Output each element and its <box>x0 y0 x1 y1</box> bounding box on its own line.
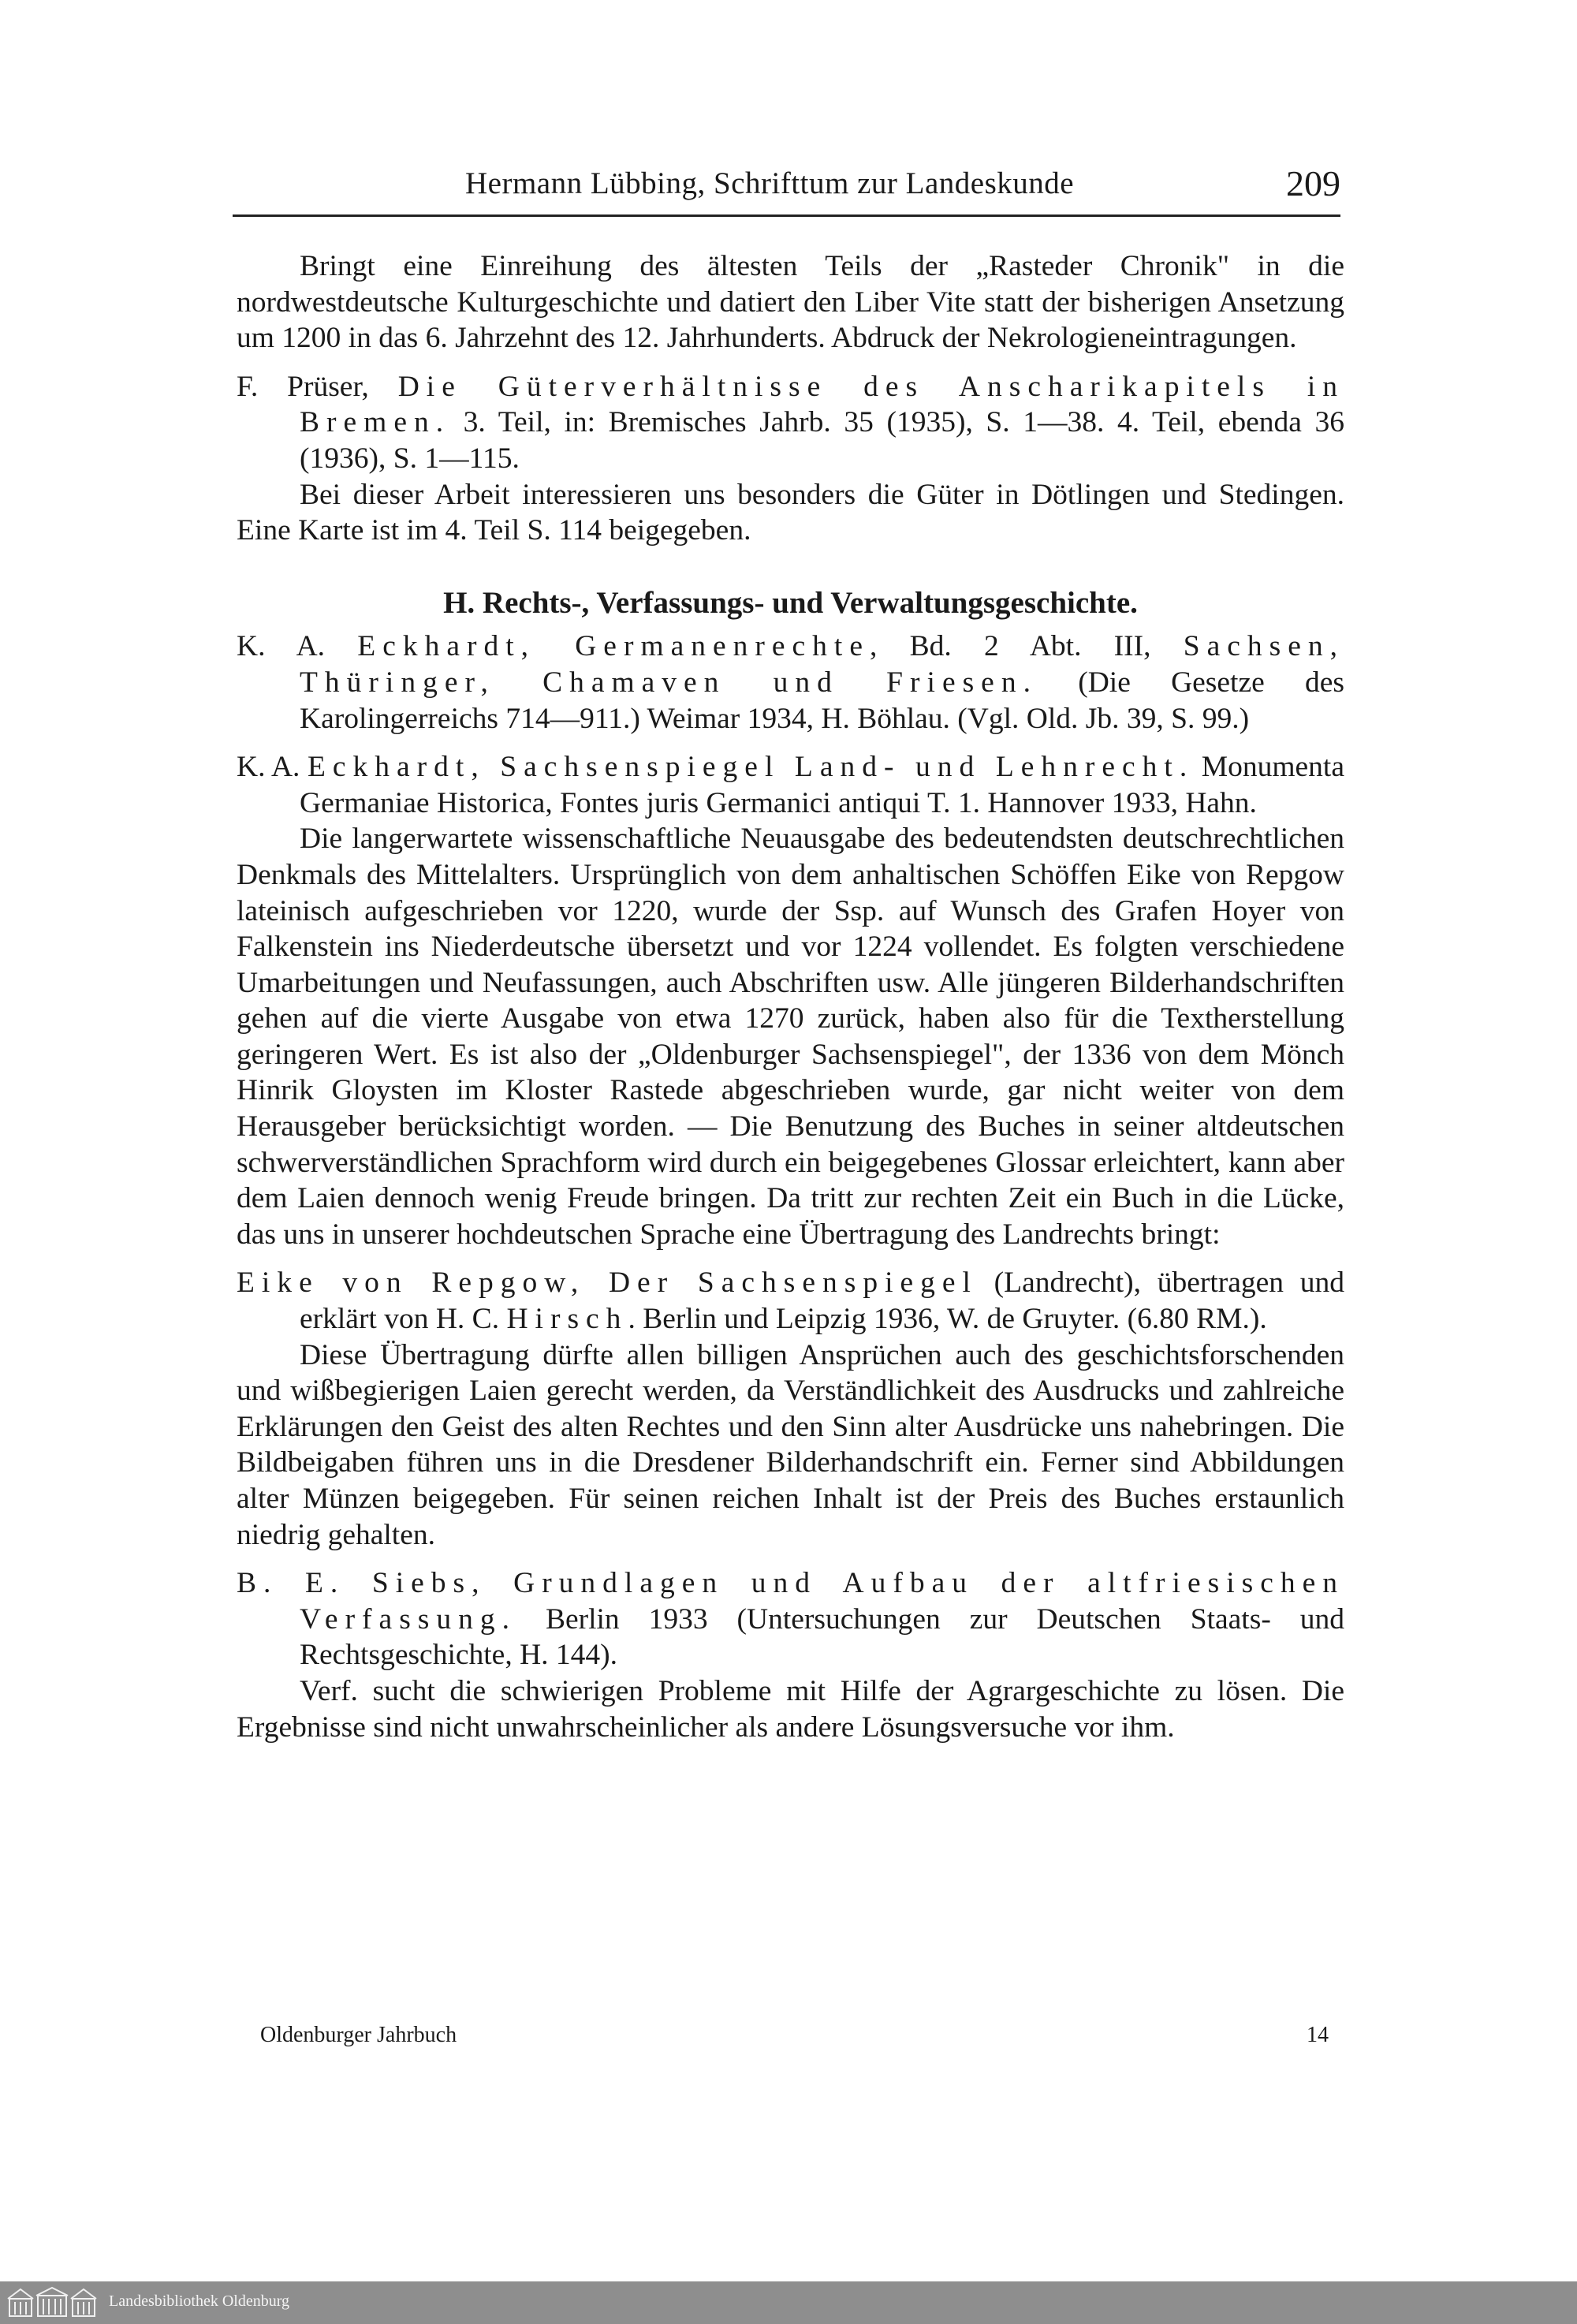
paragraph: Die langerwartete wissenschaftliche Neuausgabe des bedeutendsten deutschrechtlichen Denkmals des Mittelalters. Ursprünglich von dem anhaltischen Schöffen Eike von Repgow lateinisch aufgeschrieben vor 1220, wurde der Ssp. auf Wunsch des Grafen Hoyer von Falkenstein ins Niederdeutsche übersetzt und vor 1224 vollendet. Es folgten verschiedene Umarbeitungen und Neufassungen, auch Abschriften usw. Alle jüngeren Bilderhandschriften gehen auf die vierte Ausgabe von etwa 1270 zurück, haben also für die Textherstellung geringeren Wert. Es ist also der „Oldenburger Sachsenspiegel", der 1336 von dem Mönch Hinrik Gloysten im Kloster Rastede abgeschrieben wurde, gar nicht weiter von dem Herausgeber berücksichtigt worden. — Die Benutzung des Buches in seiner altdeutschen schwerverständlichen Sprachform wird durch ein beigegebenes Glossar erleichtert, kann aber dem Laien dennoch wenig Freude bringen. Da tritt zur rechten Zeit ein Buch in die Lücke, das uns in unserer hochdeutschen Sprache eine Übertragung des Landrechts bringt: <box>237 823 1344 1251</box>
bibliography-entry-eckhardt-1 <box>237 629 1344 737</box>
running-header <box>233 163 1340 217</box>
entry-publisher: . Berlin und Leipzig 1936, W. de Gruyter. (6.80 RM.). <box>628 1303 1267 1336</box>
footer-signature: 14 <box>1307 2023 1329 2047</box>
paragraph: Diese Übertragung dürfte allen billigen Ansprüchen auch des geschichtsforschenden und wißbegierigen Laien gerecht werden, da Verständlichkeit des Ausdrucks und zahlreiche Erklärungen den Geist des alten Rechtes und den Sinn alter Ausdrücke uns nahebringen. Die Bildbeigaben führen uns in die Dresdener Bilderhandschrift ein. Ferner sind Abbildungen alter Münzen beigegeben. Für seinen reichen Inhalt ist der Preis des Buches erstaunlich niedrig gehalten. <box>237 1338 1344 1551</box>
entry-title: Eike von Repgow, Der Sachsenspiegel <box>237 1266 978 1300</box>
bibliography-entry-eckhardt-2 <box>237 749 1344 821</box>
page-body <box>237 248 1344 1745</box>
page-footer <box>260 2023 1329 2054</box>
library-name: Landesbibliothek Oldenburg <box>109 2292 290 2310</box>
paragraph: Bringt eine Einreihung des ältesten Teils der „Rasteder Chronik" in die nordwestdeutsche Kulturgeschichte und datiert den Liber Vite statt der bisherigen Ansetzung um 1200 in das 6. Jahrzehnt des 12. Jahrhunderts. Abdruck der Nekrologieneintragungen. <box>237 250 1344 355</box>
entry-author-name: Eckhardt <box>357 630 521 663</box>
entry-details: (Landrecht), übertragen und erklärt von H. C. <box>300 1266 1344 1336</box>
entry-author: K. A. <box>237 751 308 784</box>
footer-journal: Oldenburger Jahrbuch <box>260 2023 457 2047</box>
paragraph: Verf. sucht die schwierigen Probleme mit Hilfe der Agrargeschichte zu lösen. Die Ergebnisse sind nicht unwahrscheinlicher als andere Lösungsversuche vor ihm. <box>237 1674 1344 1744</box>
entry-title: Die Güterverhältnisse des Anscharikapitels in Bremen. <box>300 370 1344 439</box>
paragraph: Bei dieser Arbeit interessieren uns besonders die Güter in Dötlingen und Stedingen. Eine Karte ist im 4. Teil S. 114 beigegeben. <box>237 478 1344 547</box>
entry-title: , Germanenrechte <box>520 630 870 663</box>
entry-author: K. A. <box>237 630 358 663</box>
entry-details: 3. Teil, in: Bremisches Jahrb. 35 (1935), S. 1—38. 4. Teil, ebenda 36 (1936), S. 1—115. <box>300 406 1344 475</box>
bibliography-entry-pruser <box>237 369 1344 477</box>
library-bar <box>0 2281 1577 2324</box>
entry-title: Eckhardt, Sachsenspiegel Land- und Lehnrecht. <box>307 751 1195 784</box>
entry-title: B. E. Siebs, Grundlagen und Aufbau der altfriesischen Verfassung. <box>237 1567 1344 1636</box>
entry-details: Monumenta Germaniae Historica, Fontes juris Germanici antiqui T. 1. Hannover 1933, Hahn. <box>300 751 1344 819</box>
entry-details: (Die Gesetze des Karolingerreichs 714—911.) Weimar 1934, H. Böhlau. (Vgl. Old. Jb. 39, S. 99.) <box>300 666 1344 735</box>
section-heading: H. Rechts-, Verfassungs- und Verwaltungsgeschichte. <box>443 585 1138 620</box>
entry-subtitle: Sachsen, Thüringer, Chamaven und Friesen. <box>300 630 1344 699</box>
bibliography-entry-siebs <box>237 1565 1344 1673</box>
entry-volume: , Bd. 2 Abt. III, <box>870 630 1184 663</box>
running-title: Hermann Lübbing, Schrifttum zur Landeskunde <box>465 166 1075 200</box>
bibliography-entry-repgow <box>237 1265 1344 1337</box>
entry-editor: Hirsch <box>506 1303 628 1336</box>
page-number: 209 <box>1286 163 1340 203</box>
library-building-icon <box>5 2286 99 2323</box>
entry-details: Berlin 1933 (Untersuchungen zur Deutschen Staats- und Rechtsgeschichte, H. 144). <box>300 1602 1344 1672</box>
entry-author: F. Prüser, <box>237 370 398 403</box>
